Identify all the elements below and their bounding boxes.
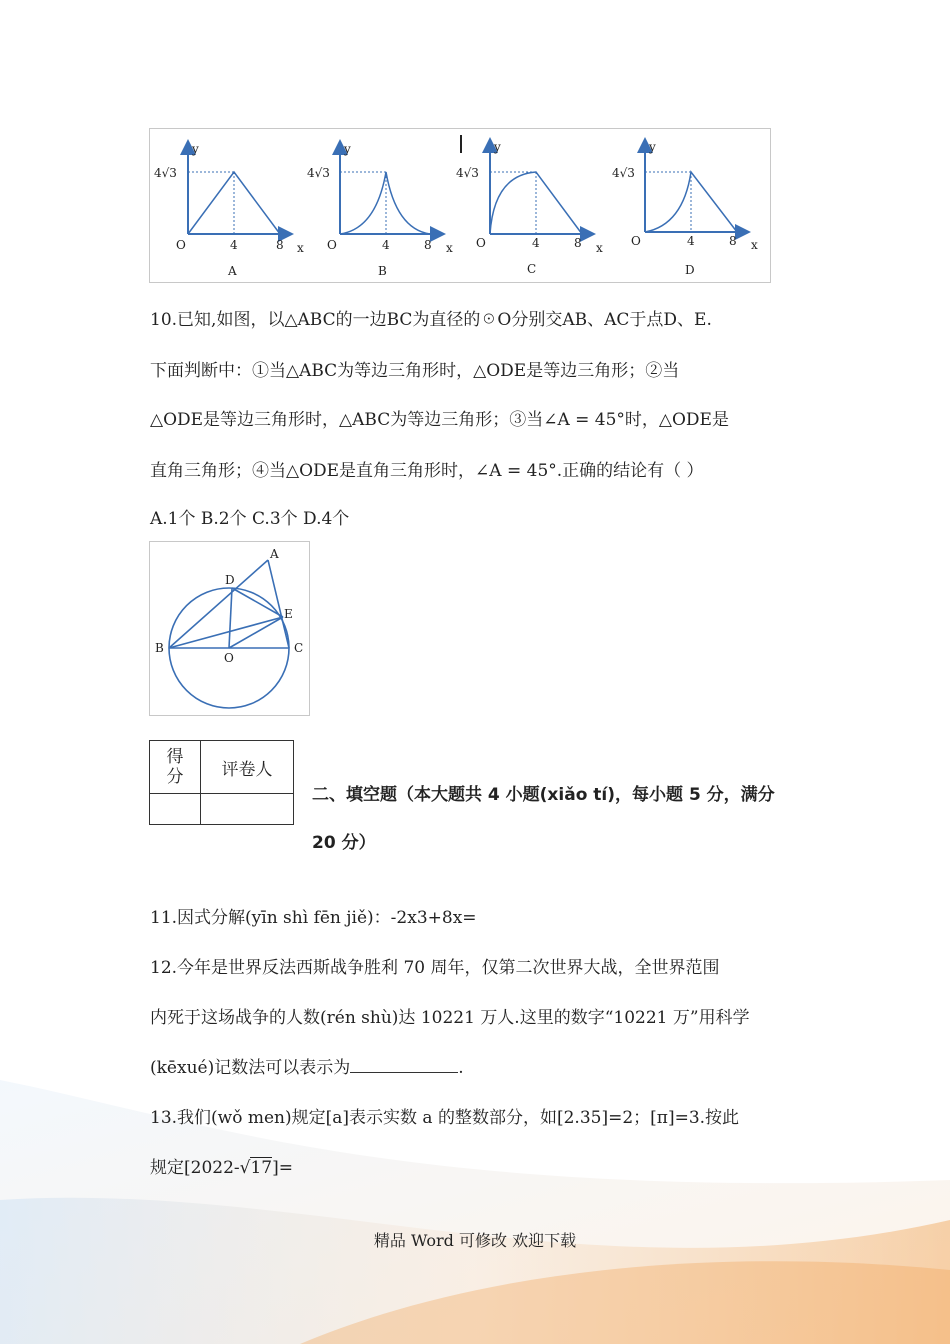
score-header-cell — [150, 741, 201, 794]
graph-d — [612, 140, 758, 277]
q13-line-1: 13.我们(wǒ men)规定[a]表示实数 a 的整数部分，如[2.35]=2；[π]=3.按此 — [150, 1108, 740, 1128]
graph-d-ymax-label: 4√3 — [612, 166, 635, 180]
q13-line-2-pre: 规定[2022- — [150, 1158, 240, 1178]
q12-line-2: 内死于这场战争的人数(rén shù)达 10221 万人.这里的数字“10221 万”用科学 — [150, 1008, 750, 1028]
graph-d-x-label: x — [751, 238, 758, 252]
graph-c-option-label: C — [527, 262, 537, 276]
graph-d-tick-4: 4 — [687, 234, 695, 248]
q13-line-2 — [150, 1153, 293, 1178]
q10-line-2: 下面判断中：①当△ABC为等边三角形时，△ODE是等边三角形；②当 — [150, 361, 680, 381]
function-graph-options — [149, 128, 771, 283]
graph-b-ymax-label: 4√3 — [307, 166, 330, 180]
q12-line-1: 12.今年是世界反法西斯战争胜利 70 周年，仅第二次世界大战，全世界范围 — [150, 958, 720, 978]
grader-header: 评卷人 — [201, 741, 294, 794]
sqrt-symbol: √ — [239, 1158, 251, 1178]
q10-line-4: 直角三角形；④当△ODE是直角三角形时，∠A = 45°.正确的结论有（ ） — [150, 461, 704, 481]
point-e-label: E — [284, 607, 293, 621]
graph-c-tick-8: 8 — [574, 236, 582, 250]
q13-radicand: 17 — [250, 1158, 273, 1178]
graph-c-tick-4: 4 — [532, 236, 540, 250]
graph-b-tick-4: 4 — [382, 238, 390, 252]
graph-b — [307, 142, 453, 278]
graph-c — [456, 140, 603, 276]
score-table — [149, 740, 294, 825]
graph-c-y-label: y — [494, 140, 501, 154]
point-a-label: A — [270, 547, 279, 561]
grader-value-cell[interactable] — [201, 794, 294, 825]
q12-answer-blank[interactable] — [350, 1056, 458, 1073]
circle-figure-svg — [150, 542, 309, 715]
q12-line-3-end: . — [458, 1058, 464, 1078]
q13-line-2-post: ]= — [272, 1158, 294, 1178]
point-c-label: C — [294, 641, 304, 655]
section-2-heading-line-1: 二、填空题（本大题共 4 小题(xiǎo tí)，每小题 5 分，满分 — [312, 785, 775, 805]
q10-line-3: △ODE是等边三角形时，△ABC为等边三角形；③当∠A = 45°时，△ODE是 — [150, 410, 729, 430]
q12-line-3-text: (kēxué)记数法可以表示为 — [150, 1058, 351, 1078]
graph-a-x-label: x — [297, 241, 304, 255]
point-d-label: D — [225, 573, 235, 587]
q11-text: 11.因式分解(yīn shì fēn jiě)：-2x3+8x= — [150, 908, 477, 928]
circle-figure — [149, 541, 310, 716]
score-value-cell[interactable] — [150, 794, 201, 825]
graph-options-svg — [150, 129, 770, 282]
graph-d-origin: O — [631, 234, 641, 248]
graph-b-y-label: y — [344, 142, 351, 156]
section-2-heading-line-2: 20 分） — [312, 833, 376, 853]
point-o-label: O — [224, 651, 234, 665]
graph-b-option-label: B — [378, 264, 387, 278]
q12-line-3 — [150, 1053, 464, 1078]
score-header: 得分 — [166, 747, 184, 787]
q10-choices: A.1个 B.2个 C.3个 D.4个 — [150, 509, 350, 529]
graph-d-option-label: D — [685, 263, 695, 277]
graph-a-ymax-label: 4√3 — [154, 166, 177, 180]
graph-b-x-label: x — [446, 241, 453, 255]
graph-a-tick-4: 4 — [230, 238, 238, 252]
graph-a-option-label: A — [228, 264, 237, 278]
graph-c-x-label: x — [596, 241, 603, 255]
graph-d-tick-8: 8 — [729, 234, 737, 248]
graph-a — [154, 142, 304, 278]
graph-b-tick-8: 8 — [424, 238, 432, 252]
graph-c-origin: O — [476, 236, 486, 250]
q10-line-1: 10.已知,如图，以△ABC的一边BC为直径的☉O分别交AB、AC于点D、E. — [150, 310, 712, 330]
graph-a-origin: O — [176, 238, 186, 252]
graph-c-ymax-label: 4√3 — [456, 166, 479, 180]
graph-b-origin: O — [327, 238, 337, 252]
graph-a-y-label: y — [192, 142, 199, 156]
graph-a-tick-8: 8 — [276, 238, 284, 252]
graph-d-y-label: y — [649, 140, 656, 154]
point-b-label: B — [155, 641, 164, 655]
page-footer: 精品 Word 可修改 欢迎下载 — [373, 1231, 577, 1250]
